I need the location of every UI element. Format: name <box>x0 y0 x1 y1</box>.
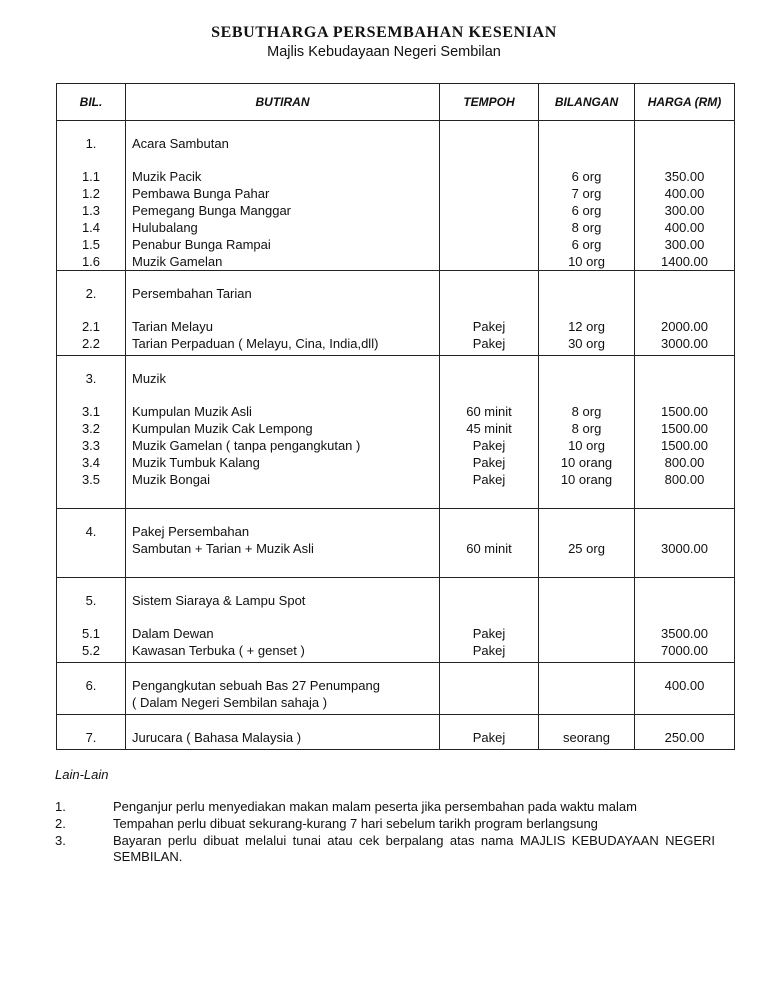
item-bilangan: 8 org <box>571 421 602 436</box>
section-number: 3. <box>85 371 97 386</box>
item-bilangan: 10 org <box>568 438 605 453</box>
note-number: 3. <box>55 833 66 848</box>
section-number: 5. <box>85 593 97 608</box>
item-harga: 3000.00 <box>661 336 708 351</box>
item-description: Dalam Dewan <box>132 626 214 641</box>
item-description: Muzik Pacik <box>132 169 202 184</box>
column-header-butiran: BUTIRAN <box>126 84 440 121</box>
section-title: Pengangkutan sebuah Bas 27 Penumpang <box>132 678 380 693</box>
item-number: 3.3 <box>81 438 101 453</box>
item-bilangan: 10 orang <box>560 472 613 487</box>
column-header-bil: BIL. <box>57 84 126 121</box>
item-description: Pemegang Bunga Manggar <box>132 203 292 218</box>
section-title: Sistem Siaraya & Lampu Spot <box>132 593 306 608</box>
item-harga: 7000.00 <box>661 643 708 658</box>
item-harga: 350.00 <box>664 169 705 184</box>
document-title: SEBUTHARGA PERSEMBAHAN KESENIAN <box>211 24 557 41</box>
list-item <box>55 799 715 815</box>
item-number: 2.1 <box>81 319 101 334</box>
section-number: 4. <box>85 524 97 539</box>
section-bilangan: 25 org <box>568 541 605 556</box>
item-tempoh: Pakej <box>472 472 506 487</box>
item-bilangan: 8 org <box>571 404 602 419</box>
item-number: 3.5 <box>81 472 101 487</box>
item-description: Muzik Tumbuk Kalang <box>132 455 260 470</box>
item-number: 1.5 <box>81 237 101 252</box>
section-tempoh: Pakej <box>472 730 506 745</box>
item-number: 1.1 <box>81 169 101 184</box>
item-tempoh: Pakej <box>472 626 506 641</box>
item-harga: 1500.00 <box>661 404 708 419</box>
item-number: 1.2 <box>81 186 101 201</box>
section-number: 1. <box>85 136 97 151</box>
item-bilangan: 12 org <box>568 319 605 334</box>
section-row-2 <box>57 271 735 356</box>
section-row-1 <box>57 121 735 271</box>
notes-list <box>55 799 715 866</box>
item-harga: 1500.00 <box>661 421 708 436</box>
item-tempoh: Pakej <box>472 336 506 351</box>
section-harga: 250.00 <box>664 730 705 745</box>
section-row-7 <box>57 715 735 750</box>
section-detail: ( Dalam Negeri Sembilan sahaja ) <box>132 695 328 710</box>
section-number: 2. <box>85 286 97 301</box>
section-title: Muzik <box>132 371 166 386</box>
item-tempoh <box>440 236 538 253</box>
note-number: 1. <box>55 799 66 814</box>
item-bilangan <box>539 625 634 642</box>
section-row-5 <box>57 578 735 663</box>
item-harga: 400.00 <box>664 186 705 201</box>
section-title: Jurucara ( Bahasa Malaysia ) <box>132 730 302 745</box>
item-tempoh: 60 minit <box>466 404 512 419</box>
note-text: Tempahan perlu dibuat sekurang-kurang 7 hari sebelum tarikh program berlangsung <box>113 816 598 831</box>
item-harga: 1500.00 <box>661 438 708 453</box>
item-number: 3.2 <box>81 421 101 436</box>
item-description: Kawasan Terbuka ( + genset ) <box>132 643 305 658</box>
column-header-bilangan: BILANGAN <box>539 84 635 121</box>
section-detail: Sambutan + Tarian + Muzik Asli <box>132 541 314 556</box>
section-number: 7. <box>85 730 97 745</box>
item-bilangan: 30 org <box>568 336 605 351</box>
item-tempoh: Pakej <box>472 438 506 453</box>
item-number: 1.3 <box>81 203 101 218</box>
section-title: Acara Sambutan <box>132 136 229 151</box>
item-harga: 2000.00 <box>661 319 708 334</box>
item-number: 3.1 <box>81 404 101 419</box>
item-number: 1.6 <box>81 254 101 269</box>
item-harga: 300.00 <box>664 203 705 218</box>
note-number: 2. <box>55 816 66 831</box>
item-tempoh <box>440 168 538 185</box>
notes-title: Lain-Lain <box>55 767 109 782</box>
section-bilangan: seorang <box>563 730 610 745</box>
item-harga: 3500.00 <box>661 626 708 641</box>
item-description: Penabur Bunga Rampai <box>132 237 271 252</box>
section-harga: 3000.00 <box>661 541 708 556</box>
section-number: 6. <box>85 678 97 693</box>
section-row-3 <box>57 356 735 509</box>
document-subtitle: Majlis Kebudayaan Negeri Sembilan <box>267 44 501 60</box>
list-item <box>55 816 715 832</box>
section-harga: 400.00 <box>664 678 705 693</box>
item-tempoh: Pakej <box>472 319 506 334</box>
item-bilangan <box>539 642 634 659</box>
section-title: Pakej Persembahan <box>132 524 250 539</box>
item-description: Kumpulan Muzik Cak Lempong <box>132 421 313 436</box>
item-number: 5.2 <box>81 643 101 658</box>
item-bilangan: 10 org <box>568 254 605 269</box>
item-harga: 800.00 <box>664 455 705 470</box>
item-tempoh: 45 minit <box>466 421 512 436</box>
section-tempoh <box>440 677 538 694</box>
item-description: Muzik Gamelan ( tanpa pengangkutan ) <box>132 438 361 453</box>
item-description: Muzik Bongai <box>132 472 211 487</box>
item-tempoh <box>440 253 538 270</box>
item-bilangan: 10 orang <box>560 455 613 470</box>
item-description: Kumpulan Muzik Asli <box>132 404 252 419</box>
column-header-tempoh: TEMPOH <box>440 84 539 121</box>
item-harga: 1400.00 <box>661 254 708 269</box>
section-tempoh: 60 minit <box>466 541 512 556</box>
table-header-row <box>57 84 735 121</box>
item-bilangan: 6 org <box>571 203 602 218</box>
section-row-4 <box>57 509 735 578</box>
item-harga: 400.00 <box>664 220 705 235</box>
item-tempoh <box>440 185 538 202</box>
item-tempoh <box>440 202 538 219</box>
column-header-harga: HARGA (RM) <box>635 84 735 121</box>
item-bilangan: 8 org <box>571 220 602 235</box>
item-bilangan: 7 org <box>571 186 602 201</box>
item-tempoh: Pakej <box>472 643 506 658</box>
item-number: 1.4 <box>81 220 101 235</box>
item-description: Tarian Melayu <box>132 319 213 334</box>
item-tempoh <box>440 219 538 236</box>
note-text: Bayaran perlu dibuat melalui tunai atau cek berpalang atas nama MAJLIS KEBUDAYAAN NEGERI SEMBILAN. <box>113 833 715 864</box>
item-description: Pembawa Bunga Pahar <box>132 186 270 201</box>
item-bilangan: 6 org <box>571 237 602 252</box>
item-bilangan: 6 org <box>571 169 602 184</box>
price-table <box>56 83 735 750</box>
section-title: Persembahan Tarian <box>132 286 252 301</box>
item-description: Hulubalang <box>132 220 198 235</box>
item-tempoh: Pakej <box>472 455 506 470</box>
item-number: 3.4 <box>81 455 101 470</box>
item-description: Tarian Perpaduan ( Melayu, Cina, India,dll) <box>132 336 379 351</box>
section-row-6 <box>57 663 735 715</box>
item-number: 2.2 <box>81 336 101 351</box>
item-description: Muzik Gamelan <box>132 254 223 269</box>
item-harga: 800.00 <box>664 472 705 487</box>
list-item <box>55 833 715 865</box>
note-text: Penganjur perlu menyediakan makan malam peserta jika persembahan pada waktu malam <box>113 799 637 814</box>
item-number: 5.1 <box>81 626 101 641</box>
item-harga: 300.00 <box>664 237 705 252</box>
section-bilangan <box>539 677 634 694</box>
